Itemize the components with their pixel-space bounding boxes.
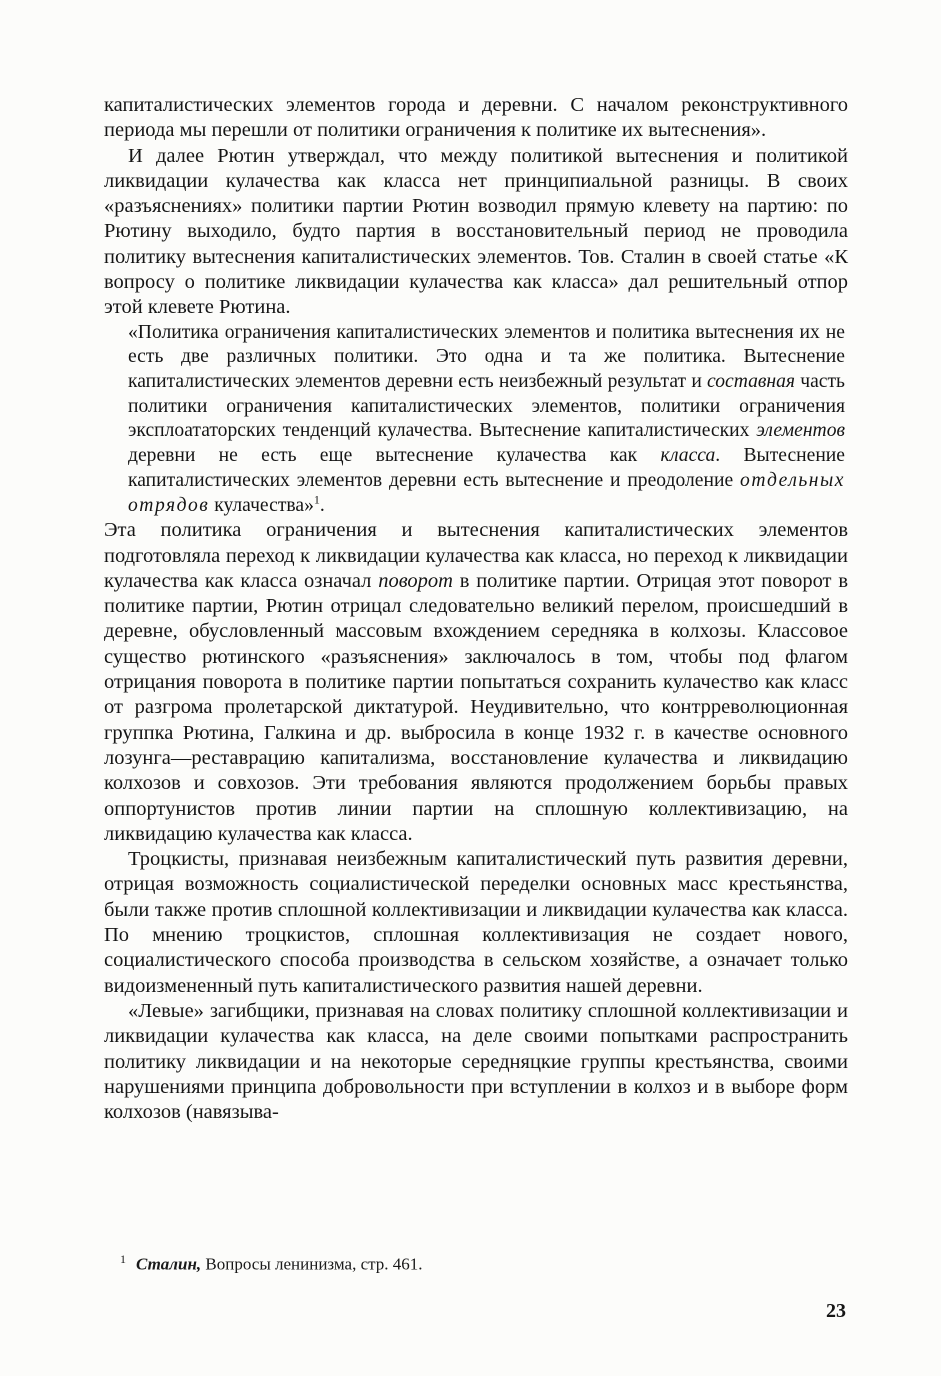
quote-text: . Вытеснение капиталистических элементов деревни есть вытеснение и преодоление — [128, 445, 845, 491]
quote-emphasis: составная — [707, 371, 796, 393]
footnote-author: Сталин, — [136, 1254, 202, 1274]
quote-spaced-emphasis: отдельных отрядов — [128, 469, 845, 516]
quote-text: «Политика ограничения капиталистических элементов и политика вытеснения их не есть две различных политики. Это одна и та же политика. Вытеснение капиталистических элементов деревни есть неизбежный результат и — [128, 321, 845, 393]
paragraph-emphasis: поворот — [378, 569, 453, 592]
paragraph-continuation: капиталистических элементов города и деревни. С началом реконструктивного периода мы перешли от политики ограничения к политике их вытеснения». — [104, 94, 848, 142]
page-number: 23 — [826, 1300, 846, 1322]
quote-text: часть политики ограничения капиталистических элементов, политики ограничения эксплоататорских тенденций кулачества. Вытеснение капиталистических — [128, 371, 845, 442]
main-text — [104, 93, 848, 1125]
footnote — [120, 1248, 720, 1276]
quote-emphasis: класса — [660, 445, 716, 467]
footnote-number: 1 — [120, 1252, 126, 1266]
footnote-source: Вопросы ленинизма, стр. 461. — [201, 1254, 423, 1274]
quote-text: кулачества» — [209, 494, 314, 516]
quote-emphasis: элементов — [756, 420, 845, 442]
paragraph-text: Эта политика ограничения и вытеснения капиталистических элементов подготовляла переход к ликвидации кулачества как класса, но переход к ликвидации кулачества как класса означал — [104, 519, 848, 592]
paragraph-text: в политике партии. Отрицая этот поворот в политике партии, Рютин отрицал следовательно великий перелом, происшедший в деревне, обусловленный массовым вхождением середняка в колхозы. Классовое существо рютинского «разъяснения» заключалось в том, чтобы под флагом отрицания поворота в политике партии попытаться сохранить кулачество как класс от разгрома пролетарской диктатурой. Неудивительно, что контрреволюционная группка Рютина, Галкина и др. выбросила в конце 1932 г. в качестве основного лозунга—реставрацию капитализма, восстановление кулачества и ликвидацию колхозов и совхозов. Эти требования являются продолжением борьбы правых оппортунистов против линии партии на сплошную коллективизацию, на ликвидацию кулачества как класса. — [104, 569, 848, 845]
paragraph-rutin-claims: И далее Рютин утверждал, что между политикой вытеснения и политикой ликвидации кулачества как класса нет принципиальной разницы. В своих «разъяснениях» политики партии Рютин возводил прямую клевету на партию: по Рютину выходило, будто партия в восстановительный период не проводила политику вытеснения капиталистических элементов. Тов. Сталин в своей статье «К вопросу о политике ликвидации кулачества как класса» дал решительный отпор этой клевете Рютина. — [104, 144, 848, 319]
stalin-quote — [104, 321, 848, 519]
paragraph-left-deviators: «Левые» загибщики, признавая на словах политику сплошной коллективизации и ликвидации кулачества как класса, на деле своими попытками распространить политику ликвидации и на некоторые середняцкие группы крестьянства, своими нарушениями принципа добровольности при вступлении в колхоз и в выборе форм колхозов (навязыва- — [104, 999, 848, 1124]
paragraph-trotskyists: Троцкисты, признавая неизбежным капиталистический путь развития деревни, отрицая возможность социалистической переделки основных масс крестьянства, были также против сплошной коллективизации и ликвидации кулачества как класса. По мнению троцкистов, сплошная коллективизация не создает нового, социалистического способа производства в сельском хозяйстве, а означает только видоизмененный путь капиталистического развития нашей деревни. — [104, 848, 848, 997]
footnote-reference: 1 — [313, 492, 320, 507]
quote-text: деревни не есть еще вытеснение кулачества как — [128, 445, 661, 467]
quote-text: . — [319, 494, 325, 516]
paragraph-policy-turn — [104, 518, 848, 847]
